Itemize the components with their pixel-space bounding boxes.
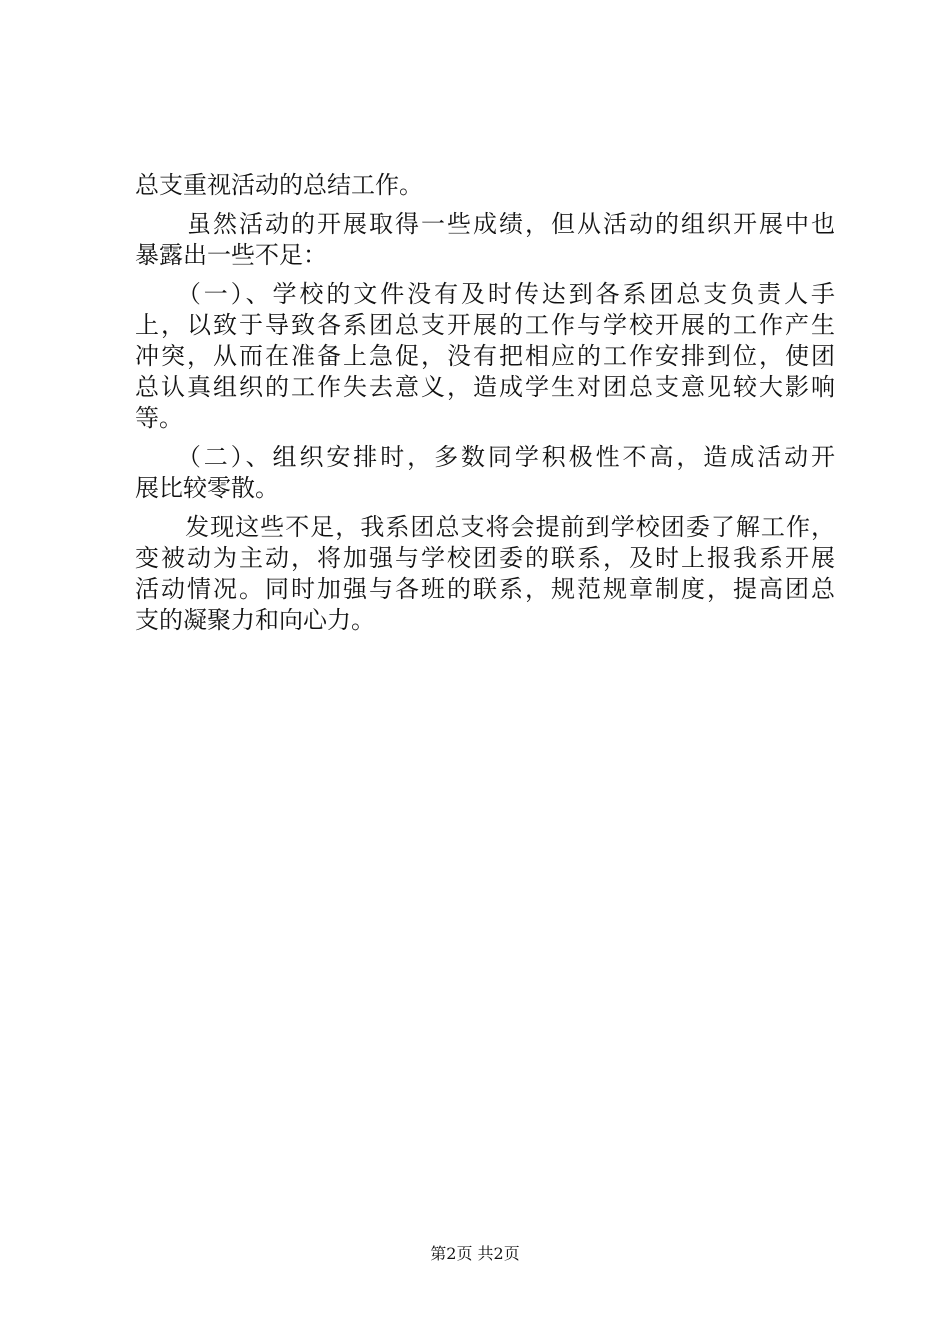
page-number-footer: 第2页 共2页	[430, 1244, 520, 1263]
paragraph	[135, 512, 835, 636]
text-line: 活动情况。同时加强与各班的联系，规范规章制度，提高团总	[135, 575, 835, 603]
paragraph	[135, 209, 835, 271]
text-line: 总支重视活动的总结工作。	[135, 171, 423, 199]
document-body	[135, 170, 835, 636]
paragraph	[135, 442, 835, 504]
text-line: 上，以致于导致各系团总支开展的工作与学校开展的工作产生	[135, 311, 835, 339]
text-line: 总认真组织的工作失去意义，造成学生对团总支意见较大影响	[135, 373, 835, 401]
paragraph	[135, 279, 835, 434]
text-line: 发现这些不足，我系团总支将会提前到学校团委了解工作，	[135, 513, 835, 541]
text-line: 展比较零散。	[135, 474, 279, 502]
text-line: 支的凝聚力和向心力。	[135, 606, 375, 634]
text-line: 暴露出一些不足：	[135, 241, 327, 269]
text-line: 变被动为主动，将加强与学校团委的联系，及时上报我系开展	[135, 544, 835, 572]
text-line: （一）、学校的文件没有及时传达到各系团总支负责人手	[135, 280, 835, 308]
text-line: （二）、组织安排时，多数同学积极性不高，造成活动开	[135, 443, 835, 471]
text-line: 虽然活动的开展取得一些成绩，但从活动的组织开展中也	[135, 210, 835, 238]
text-line: 等。	[135, 404, 183, 432]
paragraph	[135, 170, 835, 201]
text-line: 冲突，从而在准备上急促，没有把相应的工作安排到位，使团	[135, 342, 835, 370]
